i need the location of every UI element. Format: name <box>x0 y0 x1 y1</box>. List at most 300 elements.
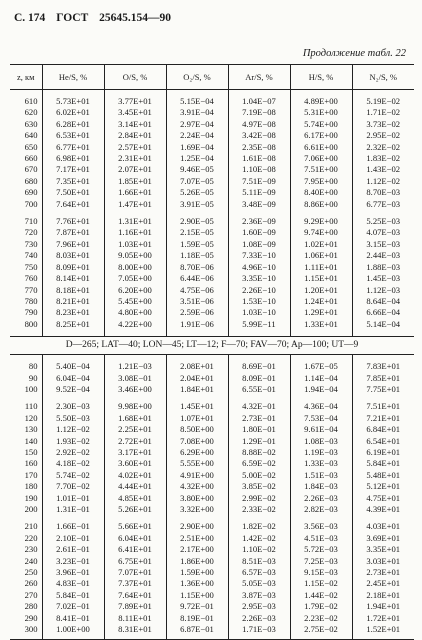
table-row <box>10 533 414 544</box>
value-cell: 3.08E−01 <box>104 373 166 384</box>
value-cell: 7.85E+01 <box>352 373 414 384</box>
value-cell: 7.64E+01 <box>42 199 104 210</box>
value-cell: 3.48E−09 <box>228 199 290 210</box>
value-cell: 3.80E+00 <box>166 493 228 504</box>
table-continued-caption: Продолжение табл. 22 <box>302 48 406 59</box>
table-row <box>10 401 414 412</box>
value-cell: 1.11E+01 <box>290 262 352 273</box>
value-cell: 6.54E+01 <box>352 436 414 447</box>
spacer-cell <box>352 635 414 640</box>
value-cell: 3.91E−04 <box>166 107 228 118</box>
value-cell: 3.46E+00 <box>104 384 166 395</box>
table-row <box>10 153 414 164</box>
spacer-cell <box>42 635 104 640</box>
value-cell: 4.36E−04 <box>290 401 352 412</box>
value-cell: 8.11E+01 <box>104 613 166 624</box>
value-cell: 2.25E+01 <box>104 424 166 435</box>
table-header <box>10 65 414 90</box>
value-cell: 7.83E+01 <box>352 361 414 372</box>
value-cell: 5.15E−04 <box>166 96 228 107</box>
value-cell: 5.05E−03 <box>228 578 290 589</box>
table-row <box>10 164 414 175</box>
table-row <box>10 227 414 238</box>
value-cell: 6.66E−04 <box>352 307 414 318</box>
value-cell: 6.87E−01 <box>166 624 228 635</box>
value-cell: 7.76E+01 <box>42 216 104 227</box>
value-cell: 1.79E−02 <box>290 601 352 612</box>
value-cell: 2.84E+01 <box>104 130 166 141</box>
value-cell: 8.88E−02 <box>228 447 290 458</box>
value-cell: 7.21E+01 <box>352 413 414 424</box>
column-header: He/S, % <box>42 65 104 90</box>
value-cell: 1.85E+01 <box>104 176 166 187</box>
value-cell: 1.07E+01 <box>166 413 228 424</box>
value-cell: 2.73E+01 <box>352 567 414 578</box>
altitude-cell: 620 <box>24 107 38 118</box>
value-cell: 7.25E−03 <box>290 556 352 567</box>
value-cell: 3.85E−02 <box>228 481 290 492</box>
table-row <box>10 578 414 589</box>
value-cell: 2.26E−03 <box>290 493 352 504</box>
value-cell: 4.32E+00 <box>166 481 228 492</box>
altitude-cell: 650 <box>24 141 38 152</box>
value-cell: 2.04E+01 <box>166 373 228 384</box>
value-cell: 1.08E−09 <box>228 239 290 250</box>
altitude-cell: 190 <box>24 492 38 503</box>
value-cell: 5.50E−03 <box>42 413 104 424</box>
value-cell: 2.31E+01 <box>104 153 166 164</box>
value-cell: 1.71E−03 <box>228 624 290 635</box>
value-cell: 8.86E+00 <box>290 199 352 210</box>
table-row <box>10 556 414 567</box>
value-cell: 8.09E+01 <box>42 262 104 273</box>
table-row <box>10 142 414 153</box>
value-cell: 6.19E+01 <box>352 447 414 458</box>
altitude-cell: 780 <box>24 295 38 306</box>
value-cell: 1.02E+01 <box>290 239 352 250</box>
table-row <box>10 613 414 624</box>
value-cell: 1.69E−04 <box>166 142 228 153</box>
table-row <box>10 262 414 273</box>
value-cell: 5.12E+01 <box>352 481 414 492</box>
value-cell: 2.30E−03 <box>42 401 104 412</box>
value-cell: 9.46E−05 <box>166 164 228 175</box>
value-cell: 5.45E+00 <box>104 296 166 307</box>
value-cell: 6.02E+01 <box>42 107 104 118</box>
value-cell: 2.75E−02 <box>290 624 352 635</box>
value-cell: 1.45E−03 <box>352 273 414 284</box>
value-cell: 2.97E−04 <box>166 119 228 130</box>
value-cell: 1.88E−03 <box>352 262 414 273</box>
altitude-cell: 110 <box>24 401 38 412</box>
value-cell: 3.32E+00 <box>166 504 228 515</box>
value-cell: 9.72E−01 <box>166 601 228 612</box>
value-cell: 5.72E−03 <box>290 544 352 555</box>
value-cell: 2.10E−01 <box>42 533 104 544</box>
value-cell: 3.23E−01 <box>42 556 104 567</box>
altitude-cell: 800 <box>24 318 38 329</box>
table-row <box>10 384 414 395</box>
table-row <box>10 96 414 107</box>
value-cell: 6.41E+01 <box>104 544 166 555</box>
table-row <box>10 567 414 578</box>
value-cell: 1.43E−02 <box>352 164 414 175</box>
value-cell: 5.84E+01 <box>352 458 414 469</box>
value-cell: 2.15E−05 <box>166 227 228 238</box>
value-cell: 9.98E+00 <box>104 401 166 412</box>
value-cell: 1.42E−02 <box>228 533 290 544</box>
value-cell: 3.51E−06 <box>166 296 228 307</box>
table-row <box>10 373 414 384</box>
altitude-cell: 260 <box>24 578 38 589</box>
altitude-cell: 290 <box>24 612 38 623</box>
spacer-cell <box>104 635 166 640</box>
value-cell: 1.59E+00 <box>166 567 228 578</box>
value-cell: 4.07E−03 <box>352 227 414 238</box>
value-cell: 5.84E−01 <box>42 590 104 601</box>
value-cell: 8.03E+01 <box>42 250 104 261</box>
value-cell: 7.35E+01 <box>42 176 104 187</box>
value-cell: 7.96E+01 <box>42 239 104 250</box>
altitude-cell: 730 <box>24 238 38 249</box>
value-cell: 7.64E+01 <box>104 590 166 601</box>
value-cell: 2.61E−01 <box>42 544 104 555</box>
value-cell: 7.17E+01 <box>42 164 104 175</box>
value-cell: 6.84E+01 <box>352 424 414 435</box>
table-row <box>10 481 414 492</box>
value-cell: 6.04E−04 <box>42 373 104 384</box>
value-cell: 1.10E−08 <box>228 164 290 175</box>
value-cell: 4.51E−03 <box>290 533 352 544</box>
value-cell: 5.55E+00 <box>166 458 228 469</box>
altitude-cell: 220 <box>24 532 38 543</box>
value-cell: 1.52E+01 <box>352 624 414 635</box>
value-cell: 6.77E+01 <box>42 142 104 153</box>
altitude-cell: 250 <box>24 567 38 578</box>
value-cell: 4.18E−02 <box>42 458 104 469</box>
value-cell: 4.80E+00 <box>104 307 166 318</box>
value-cell: 2.26E−10 <box>228 285 290 296</box>
table-row <box>10 273 414 284</box>
value-cell: 3.45E+01 <box>104 107 166 118</box>
value-cell: 7.89E+01 <box>104 601 166 612</box>
value-cell: 2.26E−03 <box>228 613 290 624</box>
value-cell: 1.66E−01 <box>42 521 104 532</box>
value-cell: 4.02E+01 <box>104 470 166 481</box>
value-cell: 2.08E+01 <box>166 361 228 372</box>
value-cell: 4.03E+01 <box>352 521 414 532</box>
value-cell: 2.82E−03 <box>290 504 352 515</box>
altitude-cell: 750 <box>24 261 38 272</box>
value-cell: 1.45E+01 <box>166 401 228 412</box>
value-cell: 1.36E+00 <box>166 578 228 589</box>
altitude-cell: 120 <box>24 412 38 423</box>
value-cell: 1.29E−01 <box>228 436 290 447</box>
value-cell: 1.31E−01 <box>42 504 104 515</box>
altitude-cell: 630 <box>24 118 38 129</box>
value-cell: 3.03E+01 <box>352 556 414 567</box>
altitude-cell: 690 <box>24 187 38 198</box>
value-cell: 3.87E−03 <box>228 590 290 601</box>
value-cell: 2.33E−02 <box>228 504 290 515</box>
page-number: С. 174 <box>14 12 46 24</box>
value-cell: 1.04E−07 <box>228 96 290 107</box>
value-cell: 7.95E+00 <box>290 176 352 187</box>
column-header: O₂/S, % <box>166 65 228 90</box>
value-cell: 9.29E+00 <box>290 216 352 227</box>
altitude-cell: 770 <box>24 284 38 295</box>
value-cell: 4.96E−10 <box>228 262 290 273</box>
value-cell: 1.82E−02 <box>228 521 290 532</box>
altitude-cell: 300 <box>24 624 38 635</box>
value-cell: 5.26E−05 <box>166 187 228 198</box>
value-cell: 5.66E+01 <box>104 521 166 532</box>
value-cell: 1.12E−02 <box>42 424 104 435</box>
value-cell: 6.17E+00 <box>290 130 352 141</box>
value-cell: 1.00E+00 <box>42 624 104 635</box>
value-cell: 4.22E+00 <box>104 319 166 330</box>
value-cell: 7.19E−08 <box>228 107 290 118</box>
altitude-cell: 130 <box>24 424 38 435</box>
table-row <box>10 504 414 515</box>
value-cell: 5.25E−03 <box>352 216 414 227</box>
table-row <box>10 544 414 555</box>
value-cell: 4.85E+01 <box>104 493 166 504</box>
value-cell: 8.51E−03 <box>228 556 290 567</box>
table-row <box>10 413 414 424</box>
value-cell: 5.74E+00 <box>290 119 352 130</box>
altitude-cell: 240 <box>24 555 38 566</box>
data-table <box>10 64 414 640</box>
column-header: H/S, % <box>290 65 352 90</box>
value-cell: 3.60E+01 <box>104 458 166 469</box>
value-cell: 7.51E+00 <box>290 164 352 175</box>
table-row <box>10 216 414 227</box>
value-cell: 1.03E−10 <box>228 307 290 318</box>
value-cell: 3.35E−10 <box>228 273 290 284</box>
value-cell: 2.23E−02 <box>290 613 352 624</box>
value-cell: 1.03E+01 <box>104 239 166 250</box>
value-cell: 1.08E−03 <box>290 436 352 447</box>
altitude-cell: 760 <box>24 273 38 284</box>
value-cell: 1.93E−02 <box>42 436 104 447</box>
value-cell: 5.14E−04 <box>352 319 414 330</box>
table-row <box>10 521 414 532</box>
value-cell: 9.05E+00 <box>104 250 166 261</box>
altitude-cell: 790 <box>24 307 38 318</box>
altitude-cell: 100 <box>24 383 38 394</box>
value-cell: 7.07E+01 <box>104 567 166 578</box>
value-cell: 4.32E−01 <box>228 401 290 412</box>
value-cell: 6.57E−03 <box>228 567 290 578</box>
value-cell: 2.24E−04 <box>166 130 228 141</box>
table-row <box>10 447 414 458</box>
value-cell: 2.95E−02 <box>352 130 414 141</box>
value-cell: 7.02E−01 <box>42 601 104 612</box>
value-cell: 6.77E−03 <box>352 199 414 210</box>
table-row <box>10 493 414 504</box>
value-cell: 1.15E+00 <box>166 590 228 601</box>
column-header: z, км <box>10 65 42 90</box>
altitude-cell: 680 <box>24 175 38 186</box>
altitude-cell: 610 <box>24 96 38 106</box>
value-cell: 9.15E−03 <box>290 567 352 578</box>
column-header: N₂/S, % <box>352 65 414 90</box>
value-cell: 6.29E+00 <box>166 447 228 458</box>
value-cell: 5.73E+01 <box>42 96 104 107</box>
table-row <box>10 296 414 307</box>
value-cell: 1.67E−05 <box>290 361 352 372</box>
value-cell: 1.25E−04 <box>166 153 228 164</box>
value-cell: 2.18E+01 <box>352 590 414 601</box>
value-cell: 9.52E−04 <box>42 384 104 395</box>
value-cell: 6.53E+01 <box>42 130 104 141</box>
table-row <box>10 119 414 130</box>
value-cell: 6.59E−02 <box>228 458 290 469</box>
value-cell: 1.24E+01 <box>290 296 352 307</box>
value-cell: 2.44E−03 <box>352 250 414 261</box>
value-cell: 7.05E+00 <box>104 273 166 284</box>
value-cell: 7.75E+01 <box>352 384 414 395</box>
value-cell: 7.87E+01 <box>42 227 104 238</box>
value-cell: 5.31E+00 <box>290 107 352 118</box>
altitude-cell: 710 <box>24 216 38 227</box>
value-cell: 1.91E−06 <box>166 319 228 330</box>
value-cell: 2.45E+01 <box>352 578 414 589</box>
value-cell: 3.15E−03 <box>352 239 414 250</box>
value-cell: 1.47E+01 <box>104 199 166 210</box>
value-cell: 4.75E+01 <box>352 493 414 504</box>
value-cell: 1.16E+01 <box>104 227 166 238</box>
table-row <box>10 250 414 261</box>
value-cell: 6.28E+01 <box>42 119 104 130</box>
value-cell: 4.83E−01 <box>42 578 104 589</box>
value-cell: 2.51E+00 <box>166 533 228 544</box>
value-cell: 1.53E−10 <box>228 296 290 307</box>
value-cell: 1.60E−09 <box>228 227 290 238</box>
value-cell: 2.36E−09 <box>228 216 290 227</box>
value-cell: 1.68E+01 <box>104 413 166 424</box>
table-row <box>10 307 414 318</box>
value-cell: 1.18E−05 <box>166 250 228 261</box>
table-row <box>10 624 414 635</box>
value-cell: 1.06E+01 <box>290 250 352 261</box>
table-row <box>10 130 414 141</box>
value-cell: 1.14E−04 <box>290 373 352 384</box>
altitude-cell: 660 <box>24 153 38 164</box>
value-cell: 4.44E+01 <box>104 481 166 492</box>
value-cell: 3.56E−03 <box>290 521 352 532</box>
value-cell: 3.96E−01 <box>42 567 104 578</box>
value-cell: 8.18E+01 <box>42 285 104 296</box>
value-cell: 3.77E+01 <box>104 96 166 107</box>
value-cell: 2.90E+00 <box>166 521 228 532</box>
value-cell: 8.69E−01 <box>228 361 290 372</box>
table-row <box>10 424 414 435</box>
altitude-cell: 640 <box>24 130 38 141</box>
page-header <box>14 12 408 28</box>
value-cell: 5.00E−02 <box>228 470 290 481</box>
spacer-cell <box>228 635 290 640</box>
table-row <box>10 590 414 601</box>
value-cell: 1.59E−05 <box>166 239 228 250</box>
value-cell: 1.10E−02 <box>228 544 290 555</box>
value-cell: 8.25E+01 <box>42 319 104 330</box>
table-row <box>10 470 414 481</box>
value-cell: 7.08E+00 <box>166 436 228 447</box>
value-cell: 4.89E+00 <box>290 96 352 107</box>
value-cell: 8.21E+01 <box>42 296 104 307</box>
value-cell: 2.73E−01 <box>228 413 290 424</box>
value-cell: 8.23E+01 <box>42 307 104 318</box>
value-cell: 1.94E−04 <box>290 384 352 395</box>
value-cell: 3.14E+01 <box>104 119 166 130</box>
value-cell: 1.21E−03 <box>104 361 166 372</box>
table-row <box>10 176 414 187</box>
value-cell: 3.17E+01 <box>104 447 166 458</box>
altitude-cell: 270 <box>24 589 38 600</box>
value-cell: 4.75E−06 <box>166 285 228 296</box>
value-cell: 2.32E−02 <box>352 142 414 153</box>
altitude-cell: 740 <box>24 250 38 261</box>
value-cell: 7.51E+01 <box>352 401 414 412</box>
altitude-cell: 720 <box>24 227 38 238</box>
column-header: Ar/S, % <box>228 65 290 90</box>
spacer-cell <box>166 635 228 640</box>
value-cell: 5.11E−09 <box>228 187 290 198</box>
value-cell: 7.51E−09 <box>228 176 290 187</box>
value-cell: 8.00E+00 <box>104 262 166 273</box>
value-cell: 3.69E+01 <box>352 533 414 544</box>
altitude-cell: 670 <box>24 164 38 175</box>
altitude-cell: 140 <box>24 435 38 446</box>
value-cell: 8.70E−03 <box>352 187 414 198</box>
value-cell: 2.92E−02 <box>42 447 104 458</box>
value-cell: 1.19E−03 <box>290 447 352 458</box>
spacer-cell <box>10 635 42 640</box>
value-cell: 8.40E+00 <box>290 187 352 198</box>
value-cell: 2.90E−05 <box>166 216 228 227</box>
altitude-cell: 80 <box>28 361 38 372</box>
value-cell: 6.04E+01 <box>104 533 166 544</box>
value-cell: 5.48E+01 <box>352 470 414 481</box>
value-cell: 2.99E−02 <box>228 493 290 504</box>
value-cell: 8.09E−01 <box>228 373 290 384</box>
table-row <box>10 285 414 296</box>
table-row <box>10 107 414 118</box>
value-cell: 1.66E+01 <box>104 187 166 198</box>
value-cell: 3.42E−08 <box>228 130 290 141</box>
table-bottom-rule <box>10 635 414 640</box>
value-cell: 1.72E+01 <box>352 613 414 624</box>
altitude-cell: 210 <box>24 521 38 532</box>
table-row <box>10 601 414 612</box>
value-cell: 7.53E−04 <box>290 413 352 424</box>
value-cell: 7.37E+01 <box>104 578 166 589</box>
altitude-cell: 700 <box>24 198 38 209</box>
value-cell: 9.74E+00 <box>290 227 352 238</box>
altitude-cell: 90 <box>28 372 38 383</box>
value-cell: 6.61E+00 <box>290 142 352 153</box>
value-cell: 1.71E−02 <box>352 107 414 118</box>
value-cell: 7.50E+01 <box>42 187 104 198</box>
value-cell: 1.61E−08 <box>228 153 290 164</box>
table-row <box>10 361 414 372</box>
value-cell: 8.19E−01 <box>166 613 228 624</box>
value-cell: 1.44E−02 <box>290 590 352 601</box>
value-cell: 1.12E−02 <box>352 176 414 187</box>
table-row <box>10 239 414 250</box>
